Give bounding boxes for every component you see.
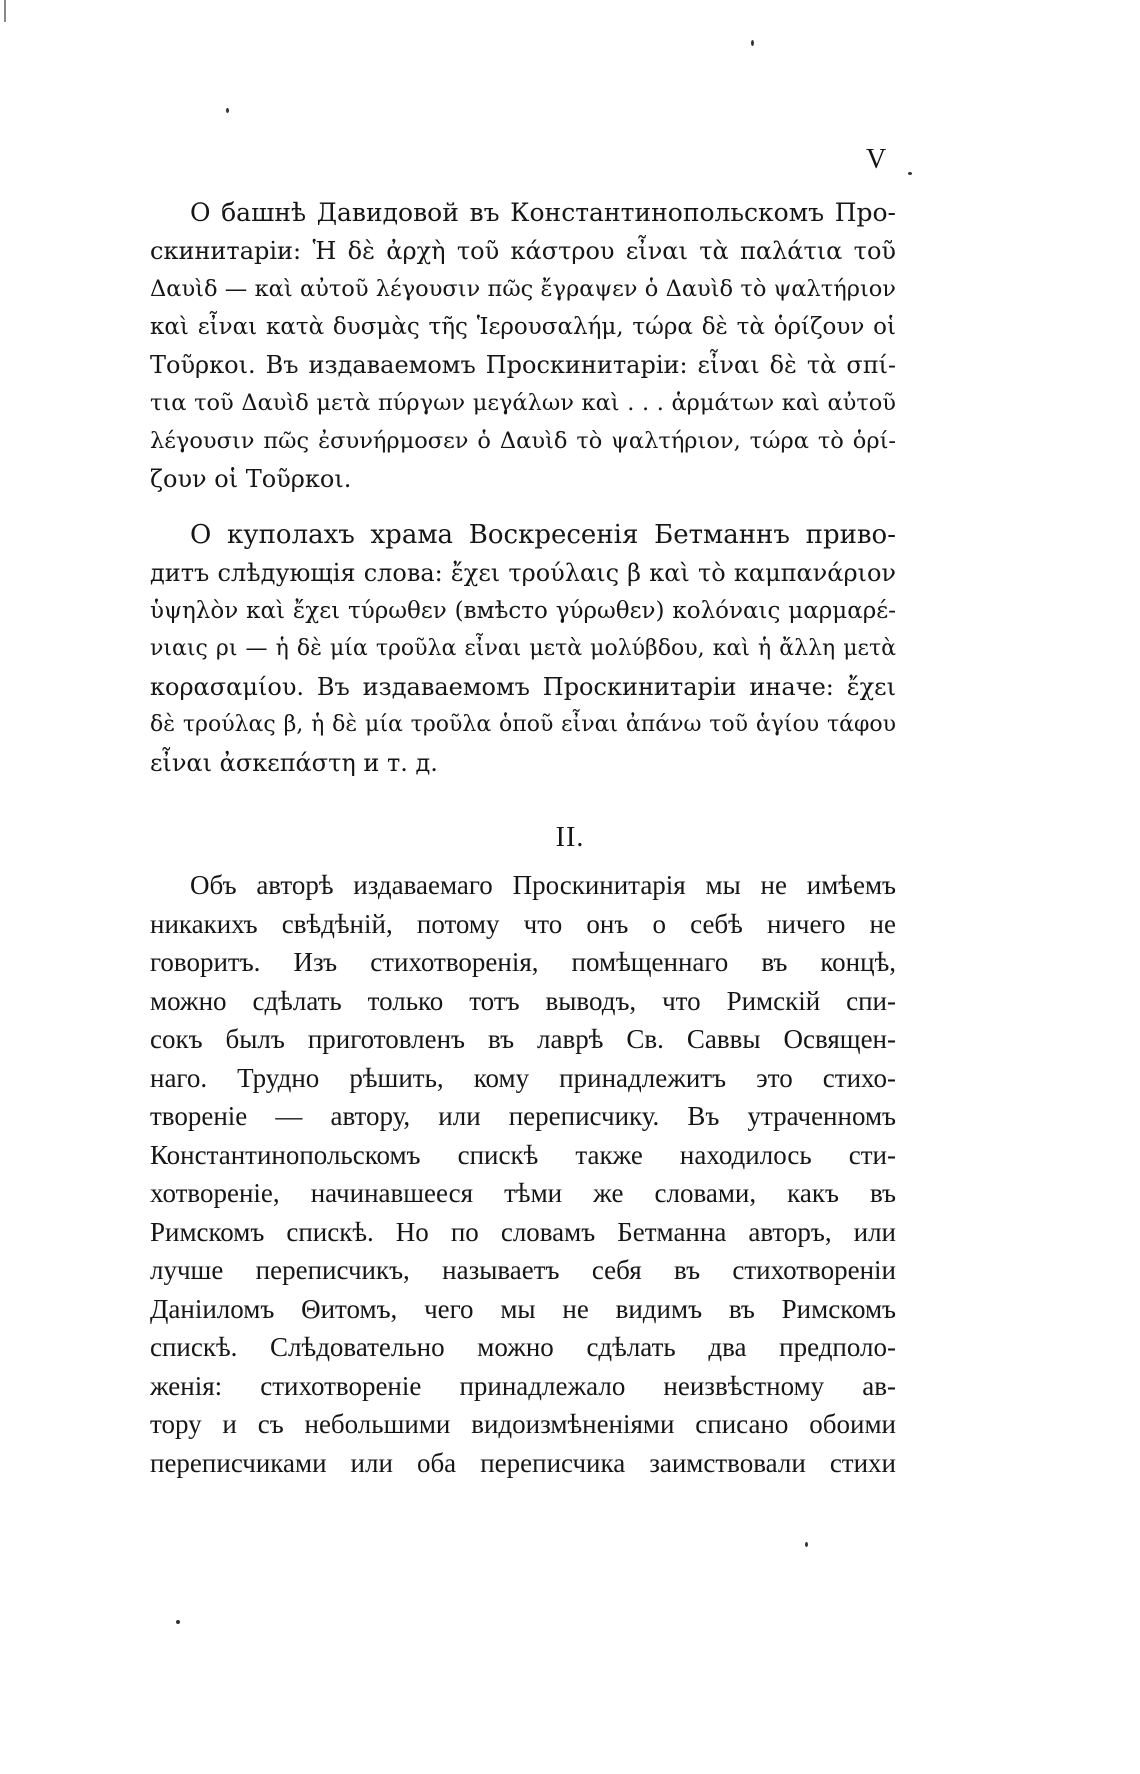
text-line: καὶ εἶναι κατὰ δυσμὰς τῆς Ἱερουσαλήμ, τώρα δὲ τὰ ὁρίζουν οἱ — [150, 314, 896, 340]
text-line: говоритъ. Изъ стихотворенія, помѣщеннаго въ концѣ, — [150, 947, 896, 977]
text-line: δὲ τρούλας β, ἡ δὲ μία τροῦλα ὁποῦ εἶναι ἀπάνω τοῦ ἁγίου τάφου — [150, 712, 896, 737]
text-line: твореніе — автору, или переписчику. Въ утраченномъ — [150, 1101, 896, 1131]
text-line: наго. Трудно рѣшить, кому принадлежитъ это стихо- — [150, 1062, 896, 1093]
text-line: Τοῦρκοι. Въ издаваемомъ Проскинитаріи: εἶναι δὲ τὰ σπί- — [150, 351, 896, 379]
text-line: Даніиломъ Θитомъ, чего мы не видимъ въ Римскомъ — [150, 1293, 896, 1324]
scan-speck — [226, 108, 229, 113]
text-line: ζουν οἱ Τοῦρκοι. — [150, 465, 352, 493]
scan-speck — [4, 0, 6, 22]
text-line: νιαις ρι — ἡ δὲ μία τροῦλα εἶναι μετὰ μολύβδου, καὶ ἡ ἄλλη μετὰ — [150, 636, 896, 661]
scan-speck — [805, 1542, 808, 1547]
text-line: Константинопольскомъ спискѣ также находилось сти- — [150, 1139, 896, 1170]
text-line: κορασαμίου. Въ издаваемомъ Проскинитаріи иначе: ἔχει — [150, 673, 896, 701]
scan-speck — [176, 1620, 180, 1624]
text-line: скинитаріи: Ἡ δὲ ἀρχὴ τοῦ κάστρου εἶναι τὰ παλάτια τοῦ — [150, 237, 896, 265]
text-line: ὑψηλὸν καὶ ἔχει τύρωθεν (вмѣсто γύρωθεν) κολόναις μαρμαρέ- — [150, 598, 896, 624]
text-line: дитъ слѣдующія слова: ἔχει τρούλαις β καὶ τὸ καμπανάριον — [150, 559, 896, 587]
text-line: сокъ былъ приготовленъ въ лаврѣ Св. Саввы Освящен- — [150, 1024, 896, 1054]
text-line: можно сдѣлать только тотъ выводъ, что Римскій спи- — [150, 985, 896, 1016]
scan-speck — [751, 40, 754, 46]
text-line: τια τοῦ Δαυὶδ μετὰ πύργων μεγάλων καὶ . . . ἁρμάτων καὶ αὐτοῦ — [150, 390, 896, 416]
section-heading: II. — [555, 822, 585, 853]
text-line: εἶναι ἀσκεπάστη и т. д. — [150, 749, 438, 777]
page-number: V — [866, 144, 888, 175]
text-line: лучше переписчикъ, называетъ себя въ стихотвореніи — [150, 1255, 896, 1285]
text-line: Римскомъ спискѣ. Но по словамъ Бетманна авторъ, или — [150, 1216, 896, 1247]
paragraph-tower-of-david — [150, 194, 896, 498]
scan-speck — [908, 172, 912, 175]
paragraph-resurrection-domes — [150, 516, 896, 782]
text-line: никакихъ свѣдѣній, потому что онъ о себѣ ничего не — [150, 908, 896, 939]
text-line: тору и съ небольшими видоизмѣненіями списано обоими — [150, 1409, 896, 1439]
text-line: Объ авторѣ издаваемаго Проскинитарія мы не имѣемъ — [190, 870, 896, 900]
text-line: хотвореніе, начинавшееся тѣми же словами, какъ въ — [150, 1178, 896, 1208]
text-line: О куполахъ храма Воскресенія Бетманнъ приво- — [190, 520, 896, 550]
text-line: Δαυὶδ — καὶ αὐτοῦ λέγουσιν πῶς ἔγραψεν ὁ Δαυὶδ τὸ ψαλτήριον — [150, 276, 896, 302]
paragraph-about-author — [150, 866, 896, 1482]
text-line: переписчиками или оба переписчика заимствовали стихи — [150, 1447, 896, 1478]
text-line: О башнѣ Давидовой въ Константинопольскомъ Про- — [190, 198, 896, 227]
text-line: спискѣ. Слѣдовательно можно сдѣлать два предполо- — [150, 1332, 896, 1362]
text-line: женія: стихотвореніе принадлежало неизвѣстному ав- — [150, 1370, 896, 1401]
text-line: λέγουσιν πῶς ἐσυνήρμοσεν ὁ Δαυὶδ τὸ ψαλτήριον, τώρα τὸ ὁρί- — [150, 428, 896, 454]
